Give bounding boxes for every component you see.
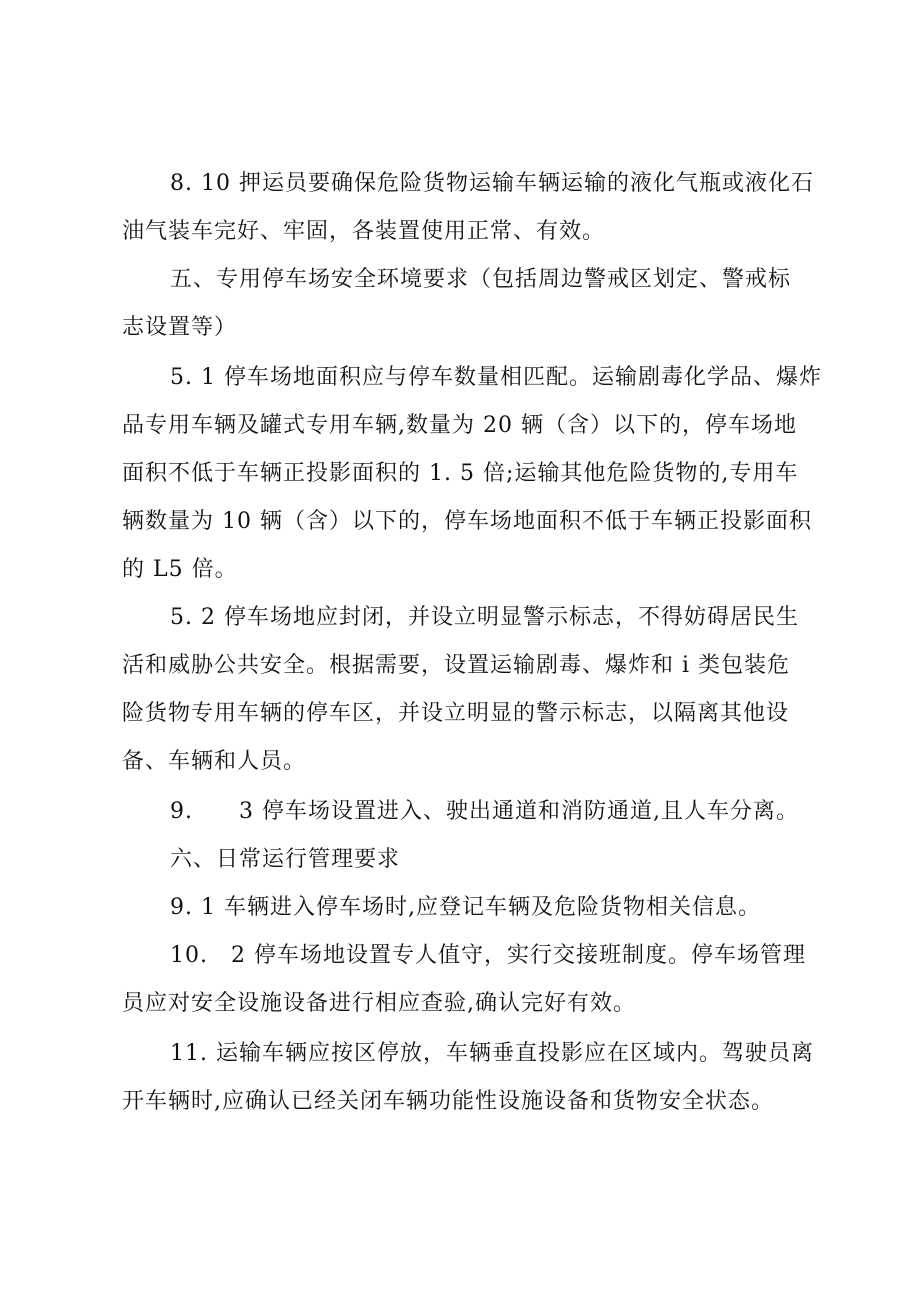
text-line: 5. 1 停车场地面积应与停车数量相匹配。运输剧毒化学品、爆炸 (170, 365, 822, 390)
text-line: 险货物专用车辆的停车区，并设立明显的警示标志，以隔离其他设 (122, 701, 790, 726)
text-line: 活和威胁公共安全。根据需要，设置运输剧毒、爆炸和 i 类包装危 (122, 653, 791, 678)
section-heading-continued: 志设置等） (122, 315, 238, 340)
text-line: 备、车辆和人员。 (122, 749, 307, 774)
text-line: 5. 2 停车场地应封闭，并设立明显警示标志，不得妨碍居民生 (170, 605, 799, 630)
section-heading: 五、专用停车场安全环境要求（包括周边警戒区划定、警戒标 (170, 267, 792, 292)
text-line: 品专用车辆及罐式专用车辆,数量为 20 辆（含）以下的，停车场地 (122, 413, 797, 438)
text-line: 11. 运输车辆应按区停放，车辆垂直投影应在区域内。驾驶员离 (170, 1041, 814, 1066)
text-line: 辆数量为 10 辆（含）以下的，停车场地面积不低于车辆正投影面积 (122, 509, 812, 534)
text-line: 10. 2 停车场地设置专人值守，实行交接班制度。停车场管理 (170, 943, 806, 968)
text-line: 员应对安全设施设备进行相应查验,确认完好有效。 (122, 991, 636, 1016)
text-line: 面积不低于车辆正投影面积的 1. 5 倍;运输其他危险货物的,专用车 (122, 461, 799, 486)
section-heading: 六、日常运行管理要求 (170, 847, 401, 872)
text-line: 9. 1 车辆进入停车场时,应登记车辆及危险货物相关信息。 (170, 895, 761, 920)
text-line: 开车辆时,应确认已经关闭车辆功能性设施设备和货物安全状态。 (122, 1089, 774, 1114)
text-line: 的 L5 倍。 (122, 557, 238, 582)
text-line: 8. 10 押运员要确保危险货物运输车辆运输的液化气瓶或液化石 (170, 171, 814, 196)
text-line: 油气装车完好、牢固，各装置使用正常、有效。 (122, 219, 606, 244)
text-line: 9. 3 停车场设置进入、驶出通道和消防通道,且人车分离。 (170, 799, 799, 824)
